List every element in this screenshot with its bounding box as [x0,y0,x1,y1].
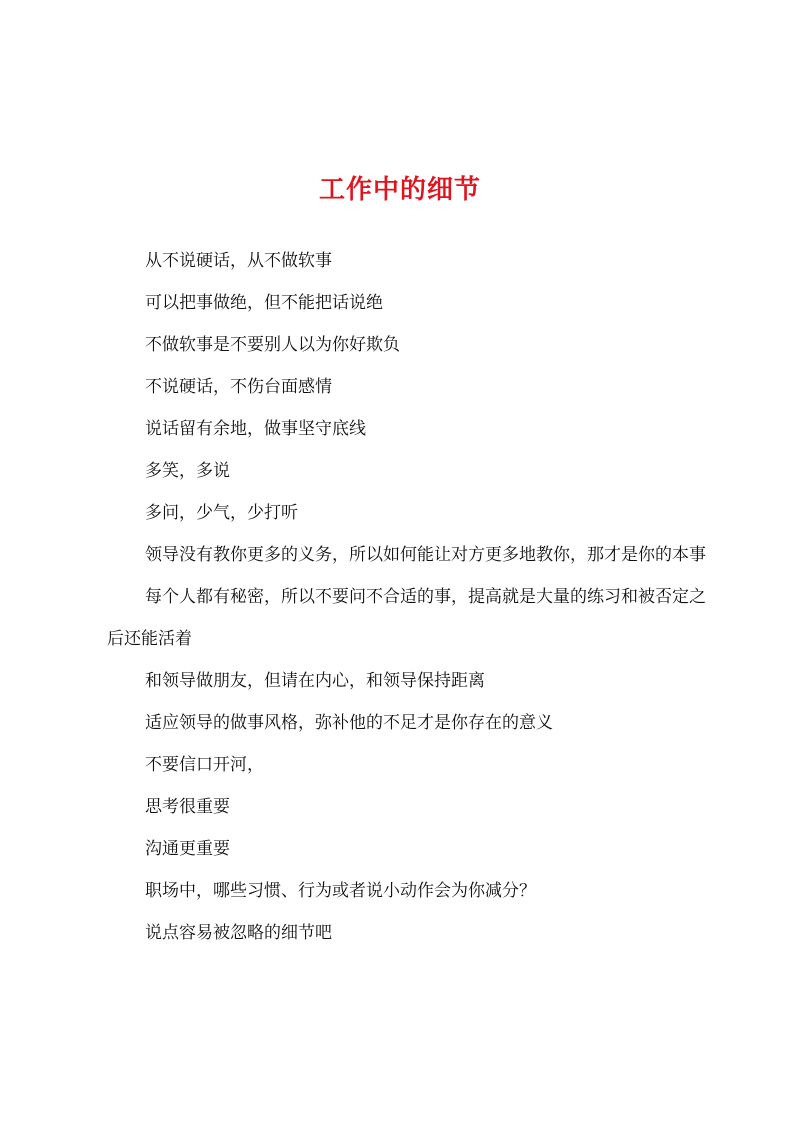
paragraph: 说点容易被忽略的细节吧 [145,923,332,943]
paragraph: 从不说硬话，从不做软事 [145,251,332,271]
document-title: 工作中的细节 [318,175,481,205]
paragraph: 思考很重要 [145,797,230,817]
paragraph: 职场中，哪些习惯、行为或者说小动作会为你减分？ [145,881,536,901]
paragraph: 适应领导的做事风格，弥补他的不足才是你存在的意义 [145,713,553,733]
paragraph: 沟通更重要 [145,839,230,859]
paragraph: 多问，少气，少打听 [145,503,298,523]
paragraph: 每个人都有秘密，所以不要问不合适的事，提高就是大量的练习和被否定之后还能活着 [107,587,706,649]
paragraph: 不要信口开河， [145,755,264,775]
paragraph: 不说硬话，不伤台面感情 [145,377,332,397]
paragraph: 和领导做朋友，但请在内心，和领导保持距离 [145,671,485,691]
paragraph: 不做软事是不要别人以为你好欺负 [145,335,400,355]
paragraph: 说话留有余地，做事坚守底线 [145,419,366,439]
document-body [107,240,707,954]
paragraph: 可以把事做绝，但不能把话说绝 [145,293,383,313]
paragraph: 领导没有教你更多的义务，所以如何能让对方更多地教你，那才是你的本事 [145,545,706,565]
paragraph: 多笑，多说 [145,461,230,481]
